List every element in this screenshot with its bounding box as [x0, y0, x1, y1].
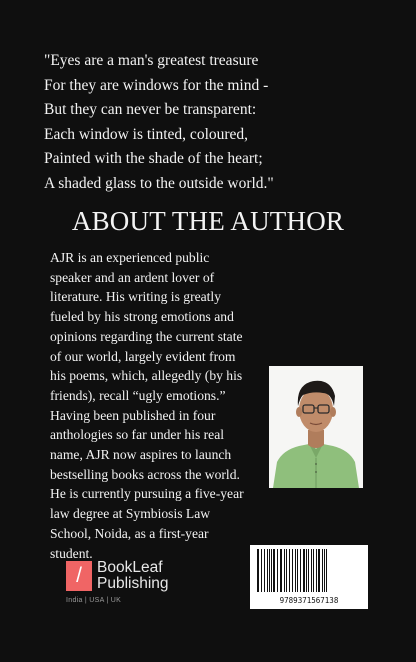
barcode-bar: [284, 549, 285, 592]
barcode-bar: [264, 549, 265, 592]
publisher-regions: India | USA | UK: [66, 597, 122, 604]
barcode-bar: [324, 549, 325, 592]
barcode-bar: [257, 549, 259, 592]
about-author-heading: ABOUT THE AUTHOR: [71, 206, 345, 236]
barcode-bar: [295, 549, 296, 592]
publisher-name-line1: BookLeaf: [97, 559, 163, 576]
bio-line: law degree at Symbiosis Law: [50, 506, 211, 522]
bio-line: fueled by his strong emotions and: [50, 309, 234, 325]
barcode-bar: [280, 549, 282, 592]
bio-line: literature. His writing is greatly: [50, 289, 222, 305]
bio-line: name, AJR now aspires to launch: [50, 447, 232, 463]
barcode-bar: [311, 549, 312, 592]
bio-line: his poems, which, allegedly (by his: [50, 368, 243, 384]
isbn-barcode: [250, 545, 368, 609]
barcode-bar: [306, 549, 307, 592]
barcode-bar: [267, 549, 268, 592]
bio-line: He is currently pursuing a five-year: [50, 486, 244, 502]
barcode-bars: [256, 549, 362, 592]
quote-line: A shaded glass to the outside world.": [44, 174, 274, 192]
bio-line: student.: [50, 545, 93, 561]
barcode-bar: [318, 549, 320, 592]
bio-line: friends), recall “ugly emotions.”: [50, 387, 226, 403]
author-photo: [269, 366, 363, 488]
bio-line: of our world, largely evident from: [50, 348, 236, 364]
quote-line: But they can never be transparent:: [44, 101, 257, 118]
bio-line: School, Noida, as a first-year: [50, 525, 209, 541]
barcode-bar: [271, 549, 272, 592]
barcode-bar: [261, 549, 262, 592]
author-portrait-image: [269, 366, 363, 488]
barcode-bar: [308, 549, 309, 592]
bio-line: Having been published in four: [50, 407, 216, 423]
barcode-bar: [277, 549, 278, 592]
isbn-number: 9789371567138: [279, 596, 339, 605]
publisher-logo: [66, 561, 216, 601]
barcode-bar: [289, 549, 290, 592]
barcode-bar: [322, 549, 323, 592]
publisher-slash-icon: /: [66, 561, 92, 591]
barcode-bar: [316, 549, 317, 592]
barcode-bar: [292, 549, 293, 592]
author-bio: [50, 248, 272, 563]
barcode-bar: [303, 549, 305, 592]
barcode-bar: [286, 549, 287, 592]
bio-line: anthologies so far under his real: [50, 427, 225, 443]
quote-line: Each window is tinted, coloured,: [44, 125, 249, 143]
barcode-bar: [300, 549, 301, 592]
quote-line: For they are windows for the mind -: [44, 76, 269, 94]
barcode-bar: [297, 549, 298, 592]
publisher-name-line2: Publishing: [97, 575, 169, 592]
bio-line: opinions regarding the current state: [50, 328, 243, 344]
bio-line: speaker and an ardent lover of: [50, 269, 215, 285]
barcode-bar: [313, 549, 314, 592]
epigraph-quote: [44, 49, 384, 196]
bio-line: bestselling books across the world.: [50, 466, 240, 482]
barcode-bar: [326, 549, 327, 592]
barcode-bar: [269, 549, 270, 592]
barcode-bar: [273, 549, 275, 592]
quote-line: Painted with the shade of the heart;: [44, 150, 263, 167]
publisher-name: [97, 560, 169, 592]
bio-line: AJR is an experienced public: [50, 250, 210, 265]
quote-line: "Eyes are a man's greatest treasure: [44, 52, 259, 69]
